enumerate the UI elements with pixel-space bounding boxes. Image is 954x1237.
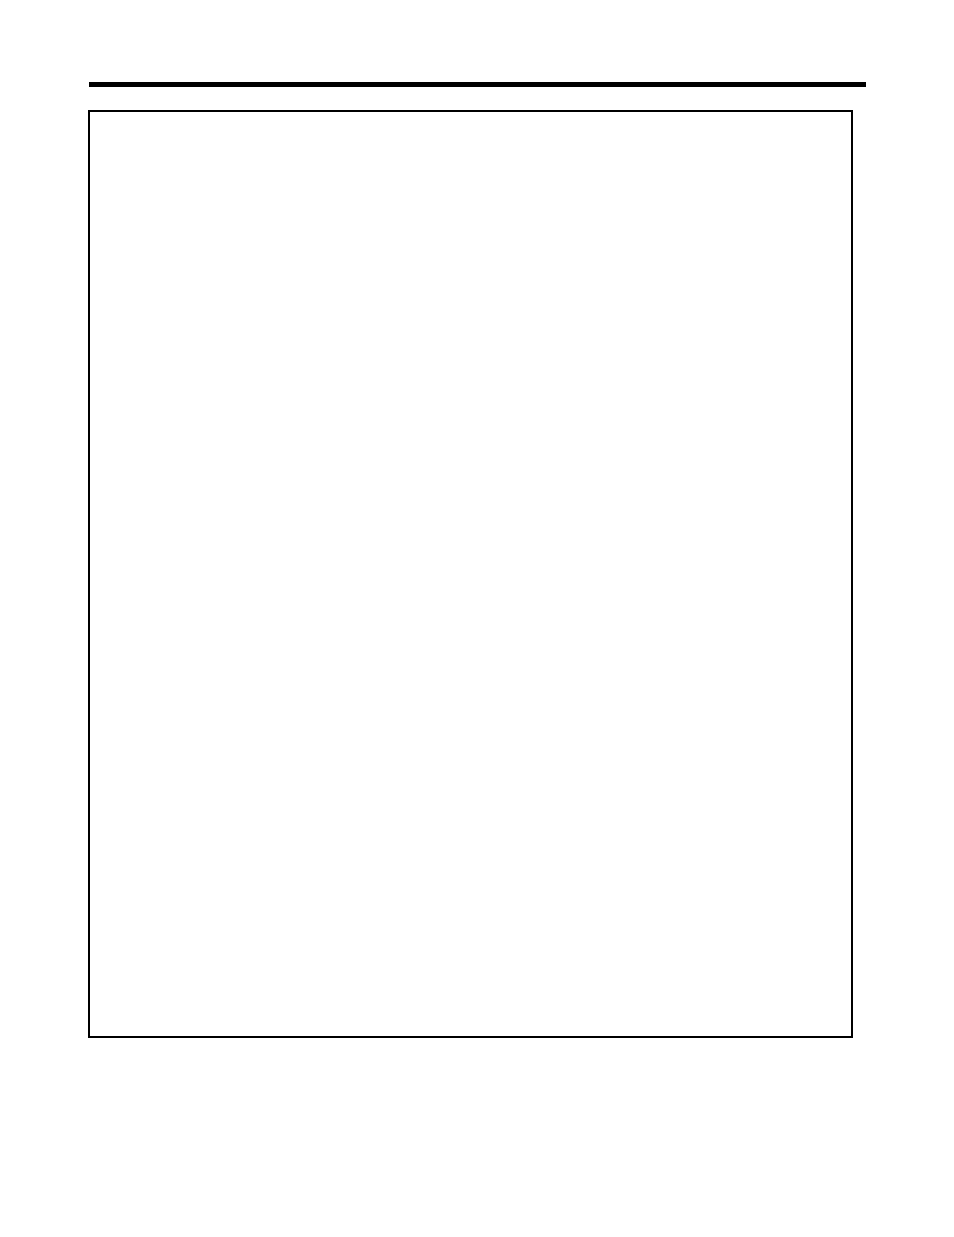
title-rule (89, 82, 866, 87)
transition-patterns-table (88, 110, 853, 1038)
